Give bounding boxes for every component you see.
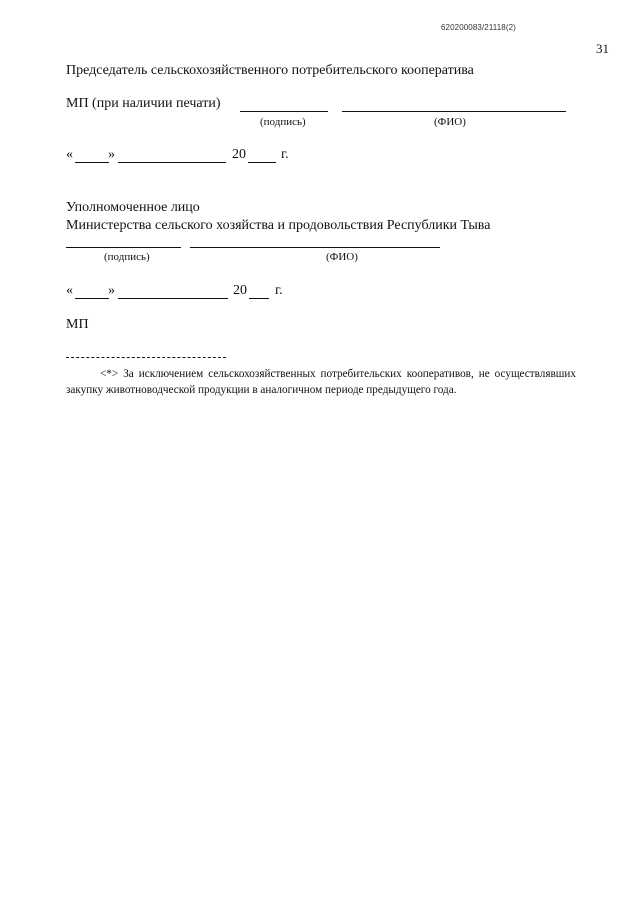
footnote (66, 366, 576, 398)
official-year-line (249, 298, 269, 299)
chairman-date-open-quote: « (66, 147, 73, 162)
footnote-marker: <*> (100, 368, 119, 380)
chairman-date-close-quote: » (108, 147, 115, 162)
chairman-year-line (248, 162, 276, 163)
chairman-month-line (118, 162, 226, 163)
document-id: 620200083/21118(2) (441, 23, 516, 32)
chairman-year-suffix: г. (281, 147, 289, 162)
official-signature-caption: (подпись) (104, 251, 150, 263)
chairman-name-line (342, 111, 566, 112)
chairman-year-prefix: 20 (232, 147, 246, 162)
chairman-signature-line (240, 111, 328, 112)
official-name-line (190, 247, 440, 248)
official-signature-line (66, 247, 181, 248)
official-month-line (118, 298, 228, 299)
official-year-suffix: г. (275, 283, 283, 298)
official-stamp-label: МП (66, 317, 89, 332)
official-day-line (75, 298, 109, 299)
official-title-line2: Министерства сельского хозяйства и продовольствия Республики Тыва (66, 218, 491, 233)
page-number: 31 (596, 41, 609, 56)
chairman-signature-caption: (подпись) (260, 116, 306, 128)
footnote-text: За исключением сельскохозяйственных потребительских кооперативов, не осуществлявших закупку животноводческой продукции в аналогичном периоде предыдущего года. (66, 368, 577, 396)
official-title-line1: Уполномоченное лицо (66, 200, 200, 215)
chairman-title: Председатель сельскохозяйственного потребительского кооператива (66, 63, 474, 78)
chairman-name-caption: (ФИО) (434, 116, 466, 128)
official-date-close-quote: » (108, 283, 115, 298)
official-date-open-quote: « (66, 283, 73, 298)
chairman-stamp-label: МП (при наличии печати) (66, 96, 221, 111)
official-year-prefix: 20 (233, 283, 247, 298)
footnote-separator (66, 357, 226, 358)
official-name-caption: (ФИО) (326, 251, 358, 263)
chairman-day-line (75, 162, 109, 163)
